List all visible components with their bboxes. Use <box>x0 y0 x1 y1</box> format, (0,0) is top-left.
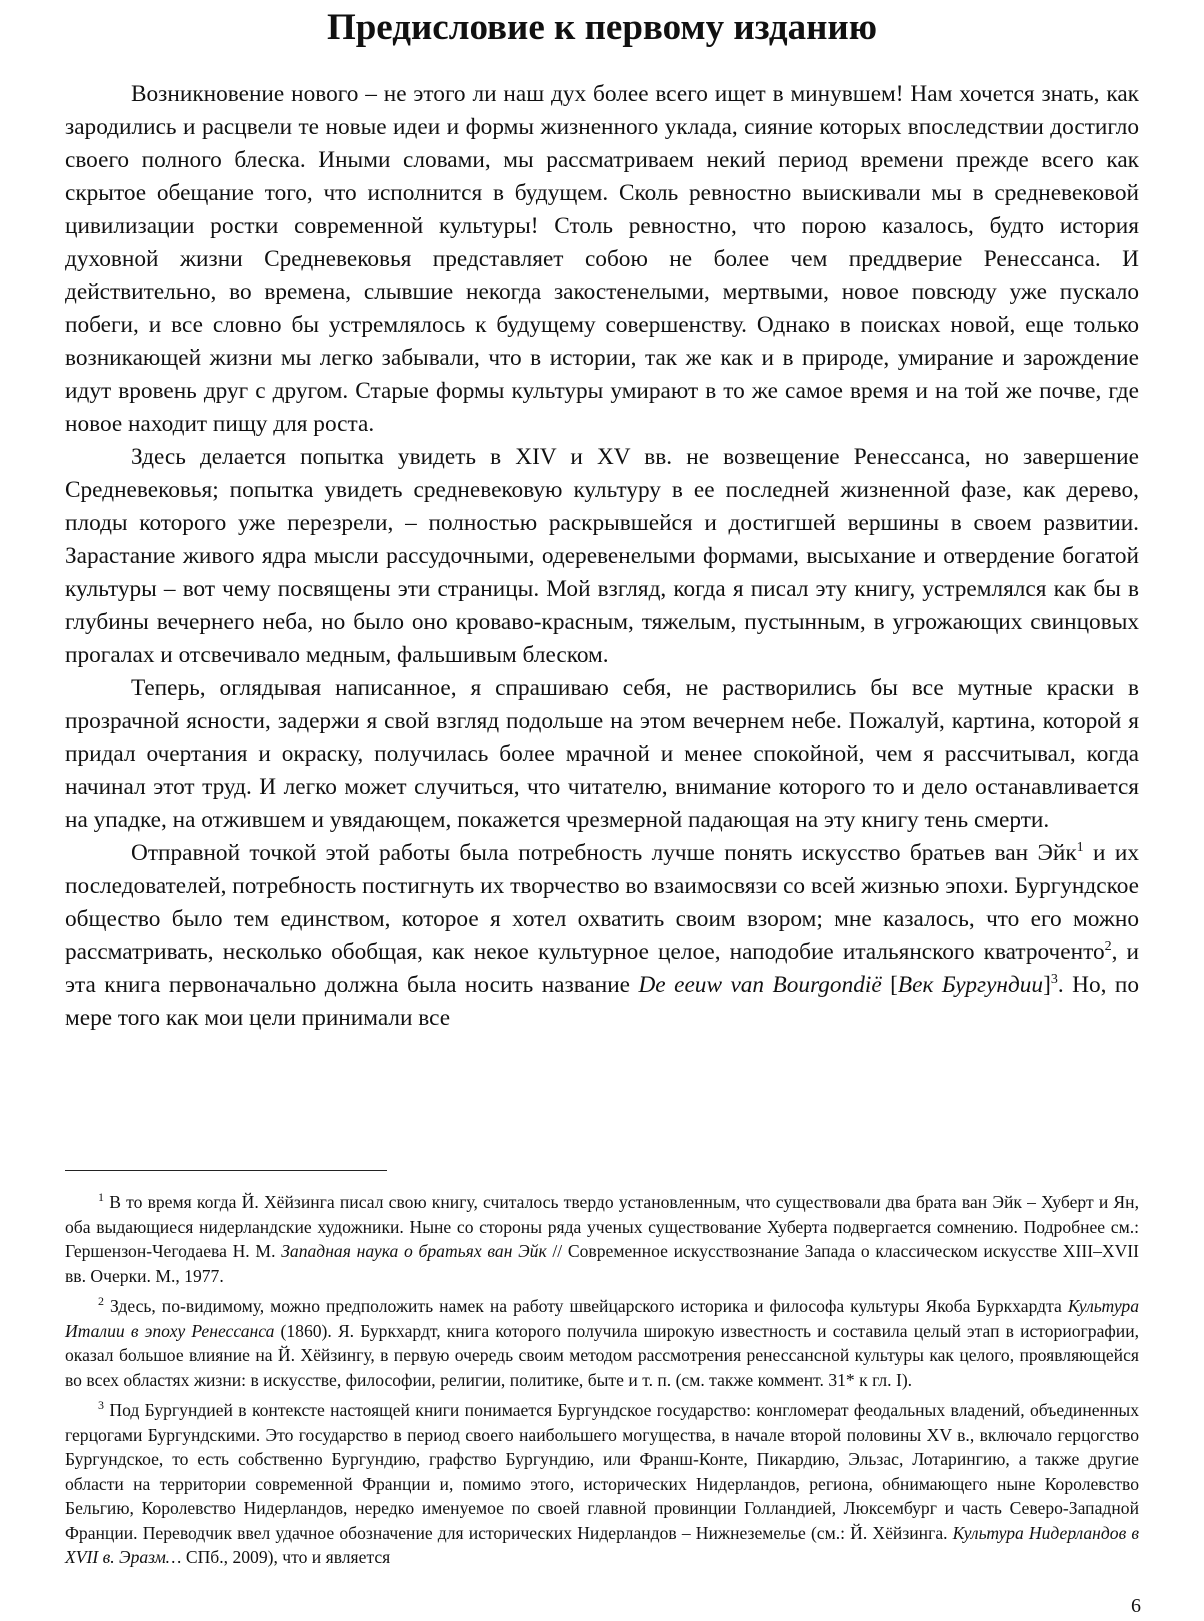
paragraph-4-text-3: , и эта книга первоначально должна была носить название <box>65 939 1140 998</box>
paragraph-4 <box>65 837 1139 1035</box>
bracket-close: ] <box>1043 972 1051 998</box>
footnote-2 <box>65 1294 1139 1392</box>
footnote-ref-2[interactable]: 2 <box>1104 939 1112 955</box>
footnote-1-text-b: // Современное искусствознание Запада о классическом искусстве XIII–XVII вв. Очерки. М., 1977. <box>65 1241 1139 1286</box>
footnote-divider <box>65 1170 387 1171</box>
paragraph-2: Здесь делается попытка увидеть в XIV и XV вв. не возвещение Ренессанса, но завершение Средневековья; попытка увидеть средневековую культуру в ее последней жизненной фазе, как дерево, плоды которого уже перезрели, – полностью раскрывшейся и достигшей вершины в своем развитии. Зарастание живого ядра мысли рассудочными, одеревенелыми формами, высыхание и отвердение богатой культуры – вот чему посвящены эти страницы. Мой взгляд, когда я писал эту книгу, устремлялся как бы в глубины вечернего неба, но было оно кроваво-красным, тяжелым, пустынным, в угрожающих свинцовых прогалах и отсвечивало медным, фальшивым блеском. <box>65 444 1139 668</box>
footnote-1-text-a: В то время когда Й. Хёйзинга писал свою книгу, считалось твердо установленным, что существовали два брата ван Эйк – Хуберт и Ян, оба выдающиеся нидерландские художники. Ныне со стороны ряда ученых существование Хуберта подвергается сомнению. Подробнее см.: Гершензон-Чегодаева Н. М. <box>65 1192 1139 1261</box>
paragraph-4-text-4: . Но, по мере того как мои цели принимали все <box>65 972 1139 1031</box>
paragraph-4-text-2: и их последователей, потребность постигнуть их творчество во взаимосвязи со всей жизнью эпохи. Бургундское общество было тем единством, которое я хотел охватить своим взором; мне казалось, что его можно рассматривать, несколько обобщая, как некое культурное целое, наподобие итальянского кватроченто <box>65 840 1139 965</box>
footnotes <box>65 1190 1139 1576</box>
page-number: 6 <box>1131 1595 1141 1617</box>
footnote-2-italic: Культура Италии в эпоху Ренессанса <box>65 1296 1139 1341</box>
footnote-1-number: 1 <box>98 1190 104 1205</box>
paragraph-3: Теперь, оглядывая написанное, я спрашиваю себя, не растворились бы все мутные краски в прозрачной ясности, задержи я свой взгляд подольше на этом вечернем небе. Пожалуй, картина, которой я придал очертания и окраску, получилась более мрачной и менее спокойной, чем я рассчитывал, когда начинал этот труд. И легко может случиться, что читателю, внимание которого то и дело останавливается на упадке, на отжившем и увядающем, покажется чрезмерной падающая на эту книгу тень смерти. <box>65 675 1139 833</box>
footnote-ref-1[interactable]: 1 <box>1076 840 1084 856</box>
bracket-open: [ <box>881 972 898 998</box>
footnote-3-text-b: СПб., 2009), что и является <box>181 1547 391 1567</box>
footnote-2-text-b: (1860). Я. Буркхардт, книга которого получила широкую известность и составила целый этап в историографии, оказал большое влияние на Й. Хёйзингу, в первую очередь своим методом рассмотрения ренессансной культуры как целого, проявляющейся во всех областях жизни: в искусстве, философии, религии, политике, быте и т. п. (см. также коммент. 31* к гл. I). <box>65 1320 1140 1390</box>
footnote-3-text-a: Под Бургундией в контексте настоящей книги понимается Бургундское государство: конгломерат феодальных владений, объединенных герцогами Бургундскими. Это государство в период своего наибольшего могущества, в начале второй половины XV в., включало герцогство Бургундское, то есть собственно Бургундию, графство Бургундию, или Франш-Конте, Пикардию, Эльзас, Лотарингию, а также другие области на территории современной Франции и, помимо этого, исторических Нидерландов, региона, обнимающего ныне Королевство Бельгию, Королевство Нидерландов, нередко именуемое по своей главной провинции Голландией, Люксембург и часть Северо-Западной Франции. Переводчик ввел удачное обозначение для исторических Нидерландов – Нижнеземелье (см.: Й. Хёйзинга. <box>65 1400 1139 1543</box>
footnote-1-italic: Западная наука о братьях ван Эйк <box>281 1241 547 1261</box>
footnote-2-number: 2 <box>98 1294 104 1309</box>
russian-title: Век Бургундии <box>897 972 1044 998</box>
footnote-3-italic: Культура Нидерландов в XVII в. Эразм… <box>65 1522 1139 1567</box>
footnote-2-text-a: Здесь, по-видимому, можно предположить намек на работу швейцарского историка и философа культуры Якоба Буркхардта <box>104 1296 1068 1316</box>
footnote-1 <box>65 1190 1139 1288</box>
chapter-title: Предисловие к первому изданию <box>326 7 878 48</box>
paragraph-1: Возникновение нового – не этого ли наш дух более всего ищет в минувшем! Нам хочется знать, как зародились и расцвели те новые идеи и формы жизненного уклада, сияние которых впоследствии достигло своего полного блеска. Иными словами, мы рассматриваем некий период времени прежде всего как скрытое обещание того, что исполнится в будущем. Сколь ревностно выискивали мы в средневековой цивилизации ростки современной культуры! Столь ревностно, что порою казалось, будто история духовной жизни Средневековья представляет собою не более чем преддверие Ренессанса. И действительно, во времена, слывшие некогда закостенелыми, мертвыми, новое повсюду уже пускало побеги, и все словно бы устремлялось к будущему совершенству. Однако в поисках новой, еще только возникающей жизни мы легко забывали, что в истории, так же как и в природе, умирание и зарождение идут вровень друг с другом. Старые формы культуры умирают в то же самое время и на той же почве, где новое находит пищу для роста. <box>65 81 1139 437</box>
footnote-ref-3[interactable]: 3 <box>1050 972 1058 988</box>
footnote-3-number: 3 <box>98 1398 104 1413</box>
main-text <box>65 78 1139 1035</box>
footnote-3 <box>65 1398 1139 1570</box>
paragraph-4-text-1: Отправной точкой этой работы была потребность лучше понять искусство братьев ван Эйк <box>131 840 1077 866</box>
dutch-title: De eeuw van Bourgondië <box>638 972 882 998</box>
